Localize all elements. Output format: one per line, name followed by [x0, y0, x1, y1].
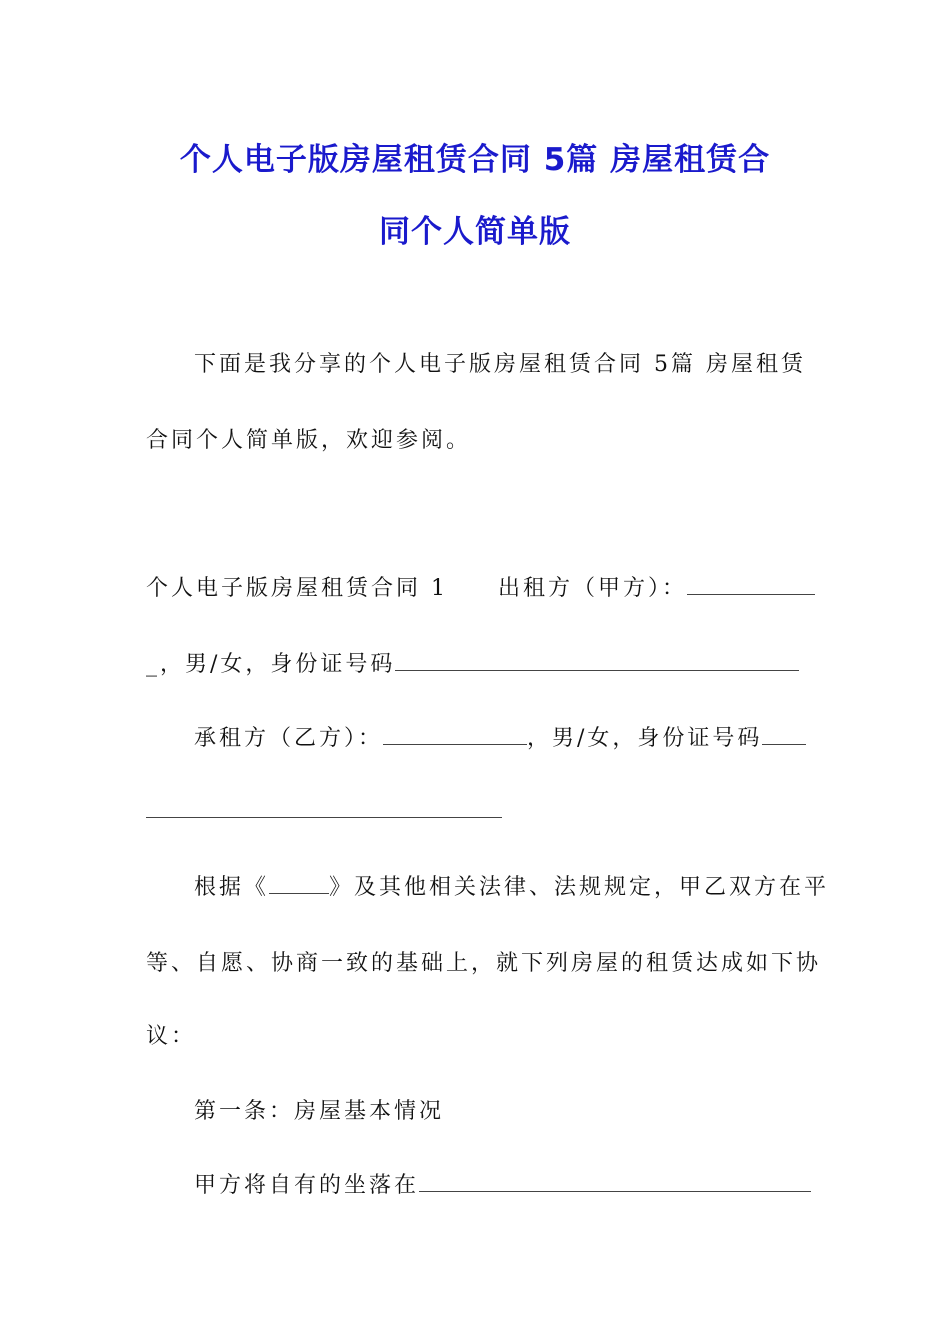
contract-heading: 个人电子版房屋租赁合同 1 [146, 576, 448, 601]
lessor-id-blank [395, 650, 799, 671]
lessee-id-blank-start [762, 724, 806, 745]
lessee-line [194, 721, 806, 752]
lessee-name-blank [383, 724, 527, 745]
lessor-id-line [146, 647, 799, 678]
basis-prefix: 根据《 [194, 875, 270, 900]
lessor-name-blank [687, 574, 815, 595]
lessee-id-label: ，男/女，身份证号码 [527, 726, 763, 751]
document-title-line-1: 个人电子版房屋租赁合同 5篇 房屋租赁合 [179, 142, 771, 178]
lessee-id-line [146, 797, 502, 824]
contract-lessor-line [146, 571, 815, 602]
intro-line-2: 合同个人简单版，欢迎参阅。 [146, 428, 472, 453]
document-title-line-2: 同个人简单版 [379, 214, 571, 250]
basis-line-2: 等、自愿、协商一致的基础上，就下列房屋的租赁达成如下协 [146, 951, 822, 976]
article-1-text [194, 1168, 811, 1199]
lessor-id-label: _，男/女，身份证号码 [146, 652, 396, 677]
basis-suffix: 》及其他相关法律、法规规定，甲乙双方在平 [329, 875, 830, 900]
lessor-label: 出租方（甲方）： [498, 576, 688, 601]
article-1-location-label: 甲方将自有的坐落在 [194, 1173, 420, 1198]
intro-line-1: 下面是我分享的个人电子版房屋租赁合同 5篇 房屋租赁 [194, 352, 806, 377]
property-location-blank [419, 1171, 811, 1192]
basis-line-1 [194, 870, 829, 901]
lessee-label: 承租方（乙方）： [194, 726, 384, 751]
article-1-title: 第一条：房屋基本情况 [194, 1099, 445, 1124]
law-name-blank [269, 873, 329, 894]
lessee-id-blank [146, 797, 502, 818]
basis-line-3: 议： [146, 1024, 197, 1049]
